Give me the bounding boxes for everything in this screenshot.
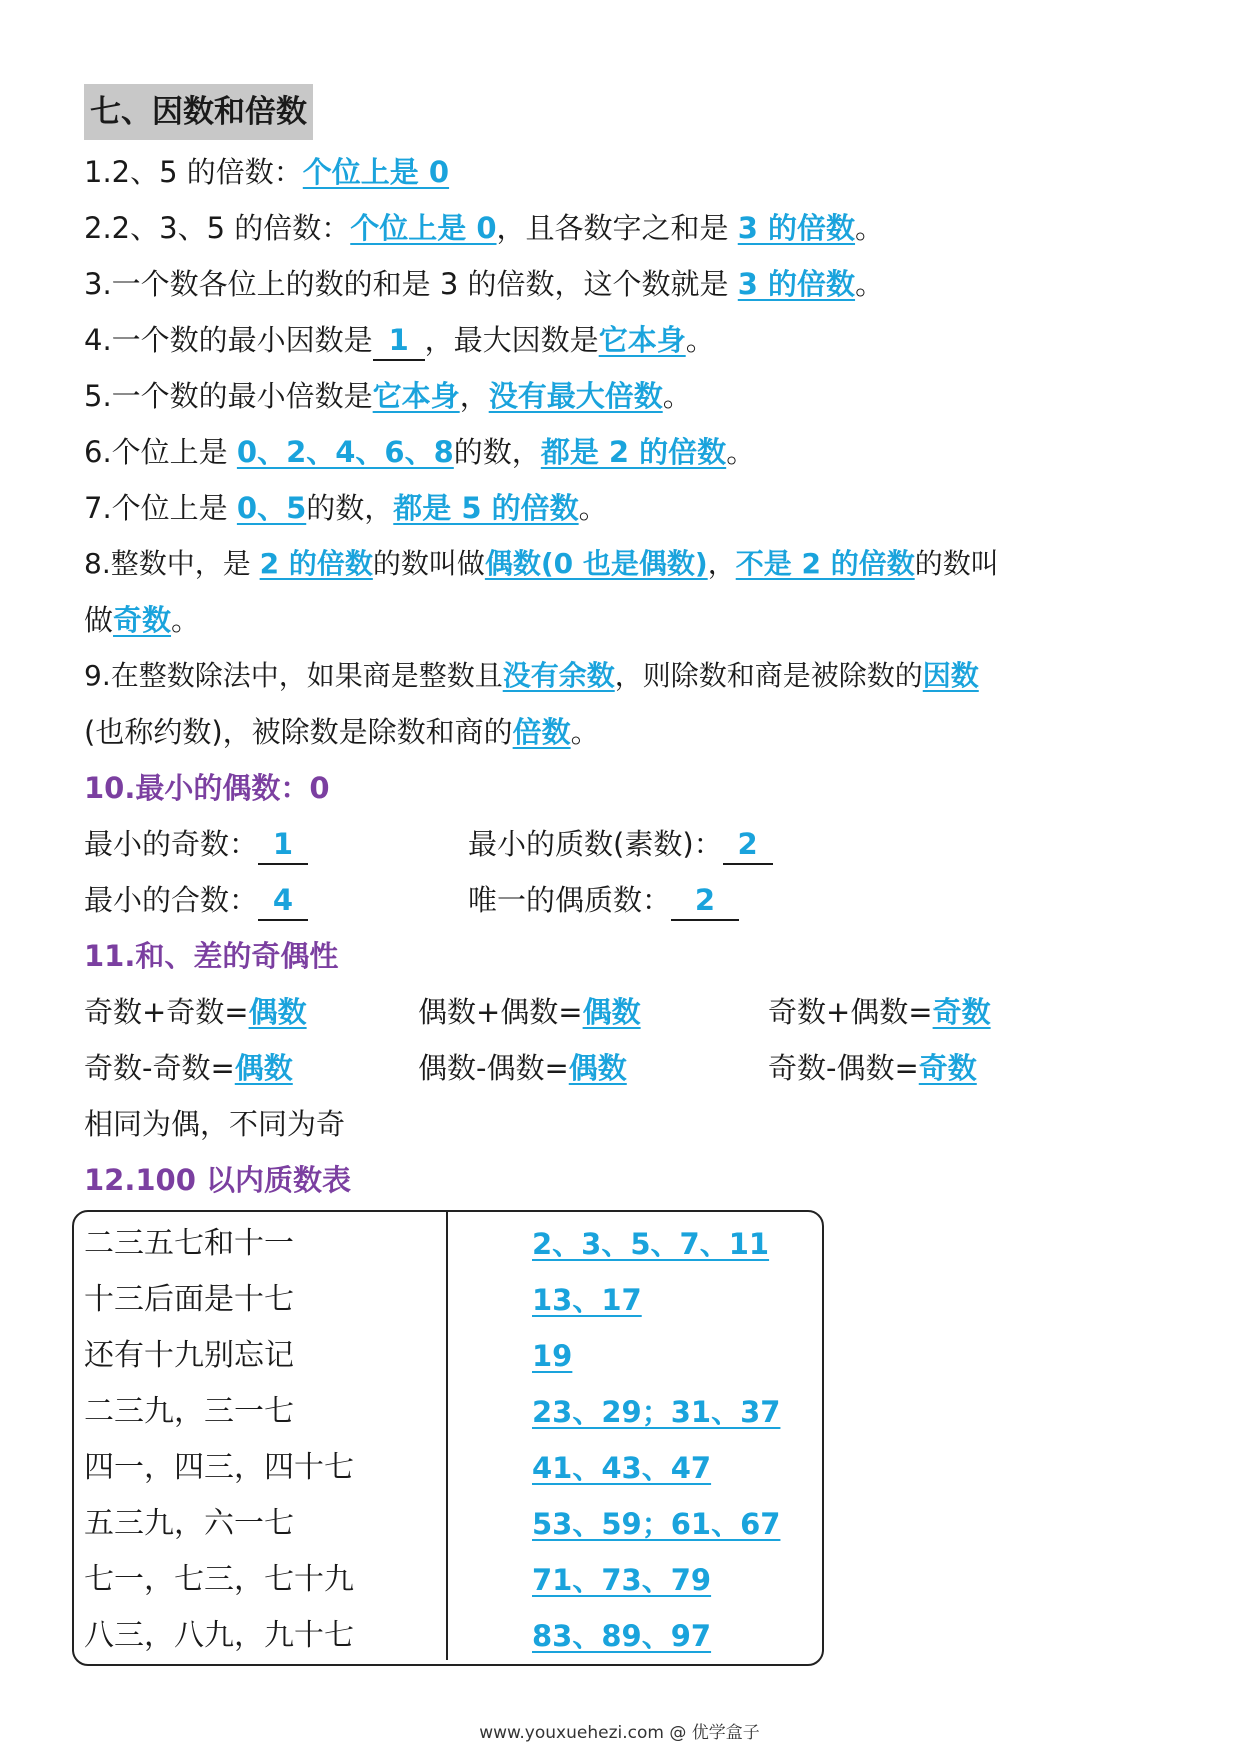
rhyme-cell: 还有十九别忘记 (84, 1338, 294, 1373)
answer: 偶数 (234, 1051, 293, 1085)
primes-cell: 83、89、97 (532, 1619, 712, 1653)
item-text: ， (459, 379, 489, 413)
item-text: 。 (726, 435, 756, 469)
section-title: 七、因数和倍数 (84, 84, 313, 140)
answer: 0、2、4、6、8 (236, 435, 454, 469)
item-text: 。 (570, 715, 600, 749)
answer: 个位上是 0 (350, 211, 497, 245)
answer: 奇数 (932, 995, 991, 1029)
parity-rule (84, 1046, 293, 1090)
item-5 (84, 374, 1199, 418)
rhyme-cell: 五三九，六一七 (84, 1506, 294, 1541)
answer: 都是 2 的倍数 (540, 435, 727, 469)
rhyme-cell: 四一，四三，四十七 (84, 1450, 354, 1485)
primes-cell: 2、3、5、7、11 (532, 1227, 770, 1261)
section-11-title: 11.和、差的奇偶性 (84, 939, 339, 973)
item-text: ，则除数和商是被除数的 (614, 659, 923, 692)
primes-cell: 23、29；31、37 (532, 1395, 781, 1429)
answer: 2 (723, 825, 773, 865)
label: 偶数-偶数= (418, 1051, 569, 1085)
item-3 (84, 262, 1199, 306)
rhyme-cell: 七一，七三，七十九 (84, 1562, 354, 1597)
item-8-cont (84, 598, 1199, 642)
item-text: (也称约数)，被除数是除数和商的 (84, 715, 513, 749)
item-text: 9.在整数除法中，如果商是整数且 (84, 659, 503, 692)
label: 唯一的偶质数： (468, 883, 672, 917)
primes-cell: 19 (532, 1339, 573, 1373)
parity-rule (418, 990, 641, 1034)
answer: 4 (258, 881, 308, 921)
answer: 因数 (922, 659, 979, 692)
label: 最小的合数： (84, 883, 259, 917)
item-7 (84, 486, 1199, 530)
parity-rule (418, 1046, 627, 1090)
answer: 2 (671, 881, 739, 921)
answer: 1 (258, 825, 308, 865)
item-text: 1.2、5 的倍数： (84, 155, 303, 189)
item-text: 做 (84, 603, 114, 637)
item-text: 。 (685, 323, 715, 357)
section-10-title: 10.最小的偶数：0 (84, 771, 330, 805)
item-text: 。 (171, 603, 201, 637)
label: 最小的奇数： (84, 827, 259, 861)
item-text: 6.个位上是 (84, 435, 237, 469)
item-text: 。 (855, 267, 885, 301)
table-divider (446, 1212, 448, 1660)
label: 偶数+偶数= (418, 995, 583, 1029)
label: 奇数+偶数= (768, 995, 933, 1029)
rhyme-cell: 二三九，三一七 (84, 1394, 294, 1429)
primes-cell: 71、73、79 (532, 1563, 712, 1597)
answer: 3 的倍数 (737, 267, 856, 301)
item-text: 3.一个数各位上的数的和是 3 的倍数，这个数就是 (84, 267, 738, 301)
item-text: ，且各数字之和是 (496, 211, 738, 245)
parity-rule (84, 990, 307, 1034)
answer: 都是 5 的倍数 (393, 491, 579, 525)
item-text: 。 (578, 491, 608, 525)
footer-watermark: www.youxuehezi.com @ 优学盒子 (479, 1723, 760, 1743)
rhyme-cell: 二三五七和十一 (84, 1226, 294, 1261)
item-6 (84, 430, 1199, 474)
answer: 它本身 (598, 323, 686, 357)
item-text: 7.个位上是 (84, 491, 237, 525)
primes-cell: 13、17 (532, 1283, 642, 1317)
item-text: 。 (855, 211, 885, 245)
parity-rule (768, 1046, 977, 1090)
item-1 (84, 150, 1199, 194)
answer: 奇数 (113, 603, 172, 637)
label: 最小的质数(素数)： (468, 827, 723, 861)
primes-cell: 41、43、47 (532, 1451, 712, 1485)
answer: 个位上是 0 (302, 155, 450, 189)
item-text: 8.整数中，是 (84, 547, 260, 580)
answer: 奇数 (918, 1051, 977, 1085)
item-text: 4.一个数的最小因数是 (84, 323, 373, 357)
answer: 不是 2 的倍数 (735, 547, 915, 580)
item-text: 2.2、3、5 的倍数： (84, 211, 351, 245)
item-text: 的数叫做 (372, 547, 485, 580)
answer: 偶数 (568, 1051, 627, 1085)
item-8 (84, 542, 1199, 586)
item-text: ， (707, 547, 736, 580)
item-text: ，最大因数是 (424, 323, 599, 357)
rhyme-cell: 八三，八九，九十七 (84, 1618, 354, 1653)
smallest-composite (84, 878, 308, 922)
item-text: 。 (662, 379, 692, 413)
answer: 倍数 (512, 715, 571, 749)
answer: 没有余数 (502, 659, 615, 692)
label: 奇数-偶数= (768, 1051, 919, 1085)
item-4 (84, 318, 1199, 362)
parity-summary: 相同为偶，不同为奇 (84, 1107, 346, 1141)
parity-rule (768, 990, 991, 1034)
answer: 2 的倍数 (259, 547, 373, 580)
section-12-title: 12.100 以内质数表 (84, 1163, 352, 1197)
item-9-cont (84, 710, 1199, 754)
label: 奇数+奇数= (84, 995, 249, 1029)
smallest-odd (84, 822, 308, 866)
label: 奇数-奇数= (84, 1051, 235, 1085)
answer: 没有最大倍数 (488, 379, 663, 413)
answer: 1 (373, 321, 425, 361)
item-text: 的数叫 (914, 547, 999, 580)
answer: 偶数 (582, 995, 641, 1029)
item-9 (84, 654, 1199, 698)
smallest-prime (468, 822, 773, 866)
primes-cell: 53、59；61、67 (532, 1507, 781, 1541)
answer: 偶数(0 也是偶数) (484, 547, 708, 580)
answer: 0、5 (236, 491, 307, 525)
answer: 偶数 (248, 995, 307, 1029)
item-2 (84, 206, 1199, 250)
rhyme-cell: 十三后面是十七 (84, 1282, 294, 1317)
item-text: 5.一个数的最小倍数是 (84, 379, 373, 413)
answer: 3 的倍数 (737, 211, 856, 245)
item-text: 的数， (453, 435, 541, 469)
answer: 它本身 (372, 379, 460, 413)
only-even-prime (468, 878, 739, 922)
item-text: 的数， (306, 491, 394, 525)
